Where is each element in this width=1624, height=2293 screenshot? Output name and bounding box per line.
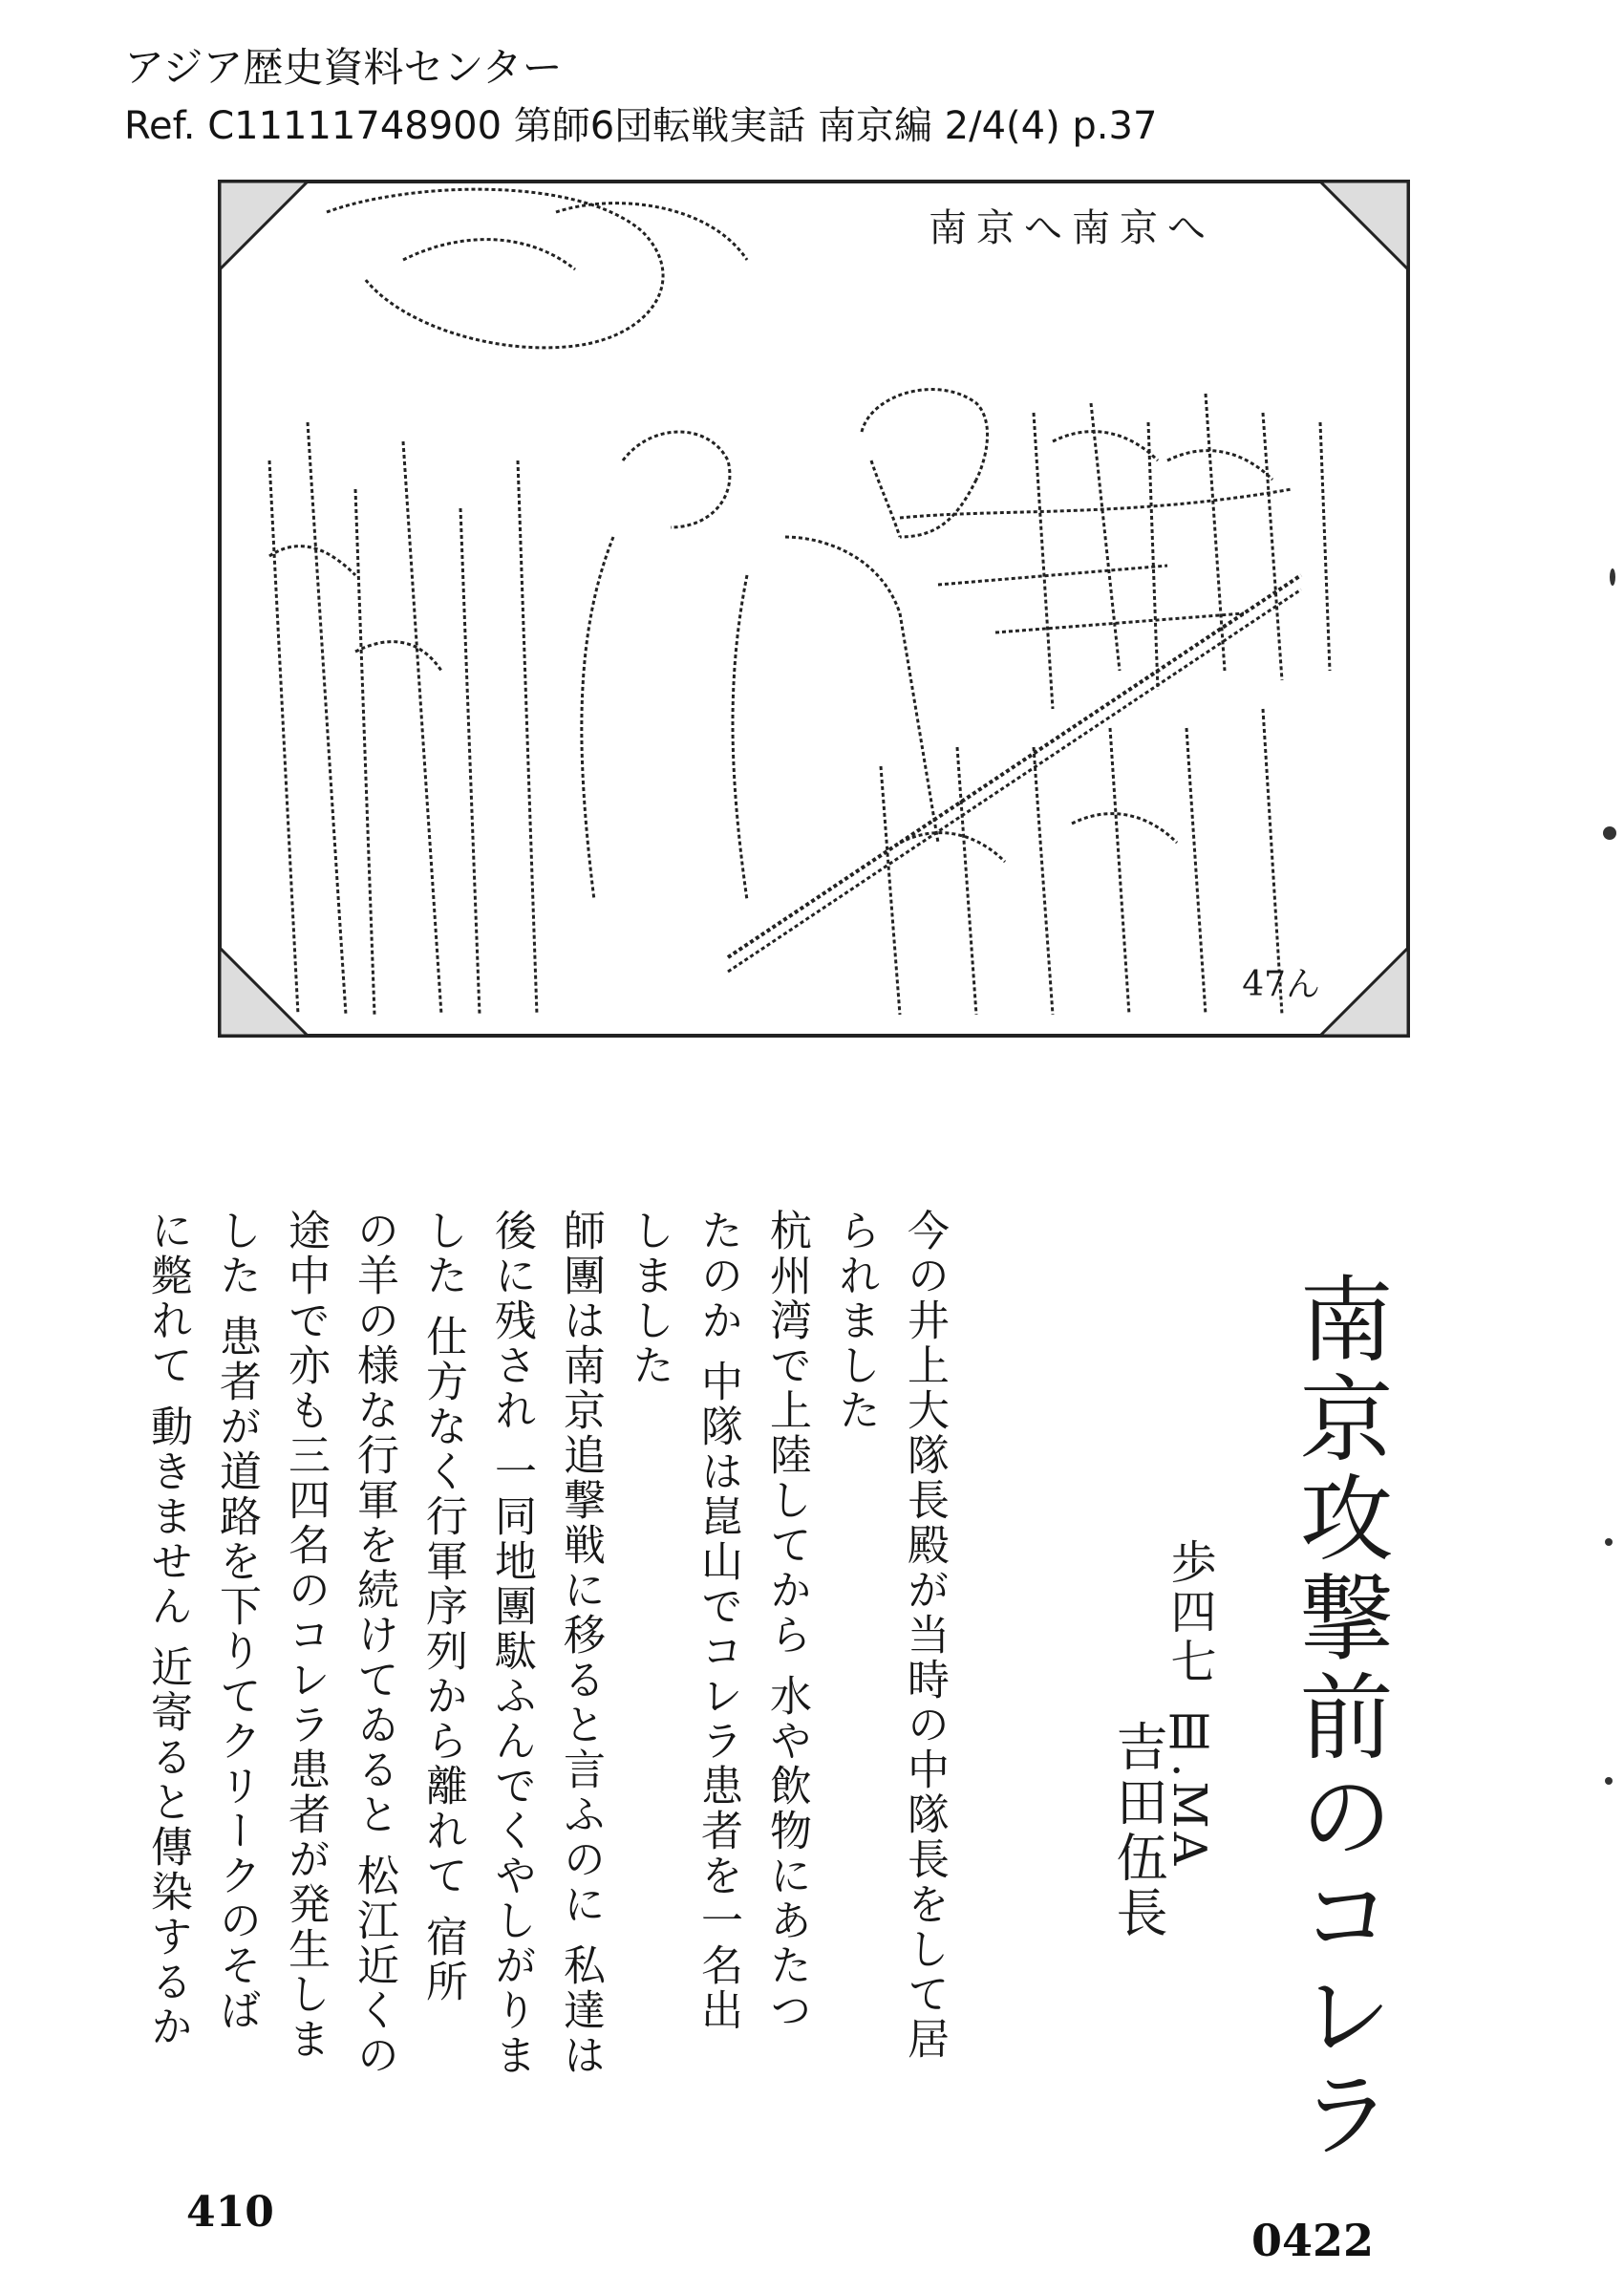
scan-speck bbox=[1610, 568, 1615, 586]
illustration-caption-text: 南京へ南京へ bbox=[929, 206, 1215, 250]
scan-speck bbox=[1603, 826, 1616, 840]
soldier-illustration bbox=[212, 174, 1416, 1043]
page-number-right: 0422 bbox=[1251, 2215, 1375, 2266]
article-body bbox=[143, 1209, 951, 2107]
body-column: 師團は南京追撃戦に移ると言ふのに 私達は bbox=[556, 1209, 605, 2078]
body-column: した 仕方なく行軍序列から離れて 宿所 bbox=[418, 1209, 467, 2004]
body-column: たのか 中隊は崑山でコレラ患者を一名出 bbox=[694, 1209, 742, 2033]
illustration-signature: 47ん bbox=[1242, 965, 1320, 1004]
author-name: 吉田伍長 bbox=[1108, 1720, 1168, 1941]
body-column: 今の井上大隊長殿が当時の中隊長をして居 bbox=[900, 1209, 949, 2062]
body-column: 杭州湾で上陸してから 水や飲物にあたつ bbox=[762, 1209, 811, 2033]
body-column: 途中で亦も三四名のコレラ患者が発生しま bbox=[281, 1209, 330, 2062]
body-column: した 患者が道路を下りてクリークのそば bbox=[212, 1209, 261, 2033]
body-column: られました bbox=[831, 1209, 880, 1433]
illustration-caption bbox=[929, 206, 1215, 250]
body-column: 後に残され 一同地團駄ふんでくやしがりま bbox=[487, 1209, 536, 2078]
scan-speck bbox=[1605, 1777, 1613, 1785]
document-reference: Ref. C11111748900 第師6団転戦実話 南京編 2/4(4) p.37 bbox=[124, 104, 1158, 148]
body-column: しました bbox=[625, 1209, 673, 1388]
article-title: 南京攻撃前のコレラ bbox=[1284, 1271, 1393, 2165]
author-unit: 歩四七 Ⅲ.MA bbox=[1163, 1538, 1216, 1870]
body-column: の羊の様な行軍を続けてゐると 松江近くの bbox=[350, 1209, 398, 2078]
scan-speck bbox=[1605, 1538, 1613, 1546]
archive-name: アジア歴史資料センター bbox=[124, 44, 563, 91]
body-column: に斃れて 動きません 近寄ると傳染するか bbox=[143, 1209, 192, 2049]
page-number-left: 410 bbox=[186, 2188, 274, 2237]
